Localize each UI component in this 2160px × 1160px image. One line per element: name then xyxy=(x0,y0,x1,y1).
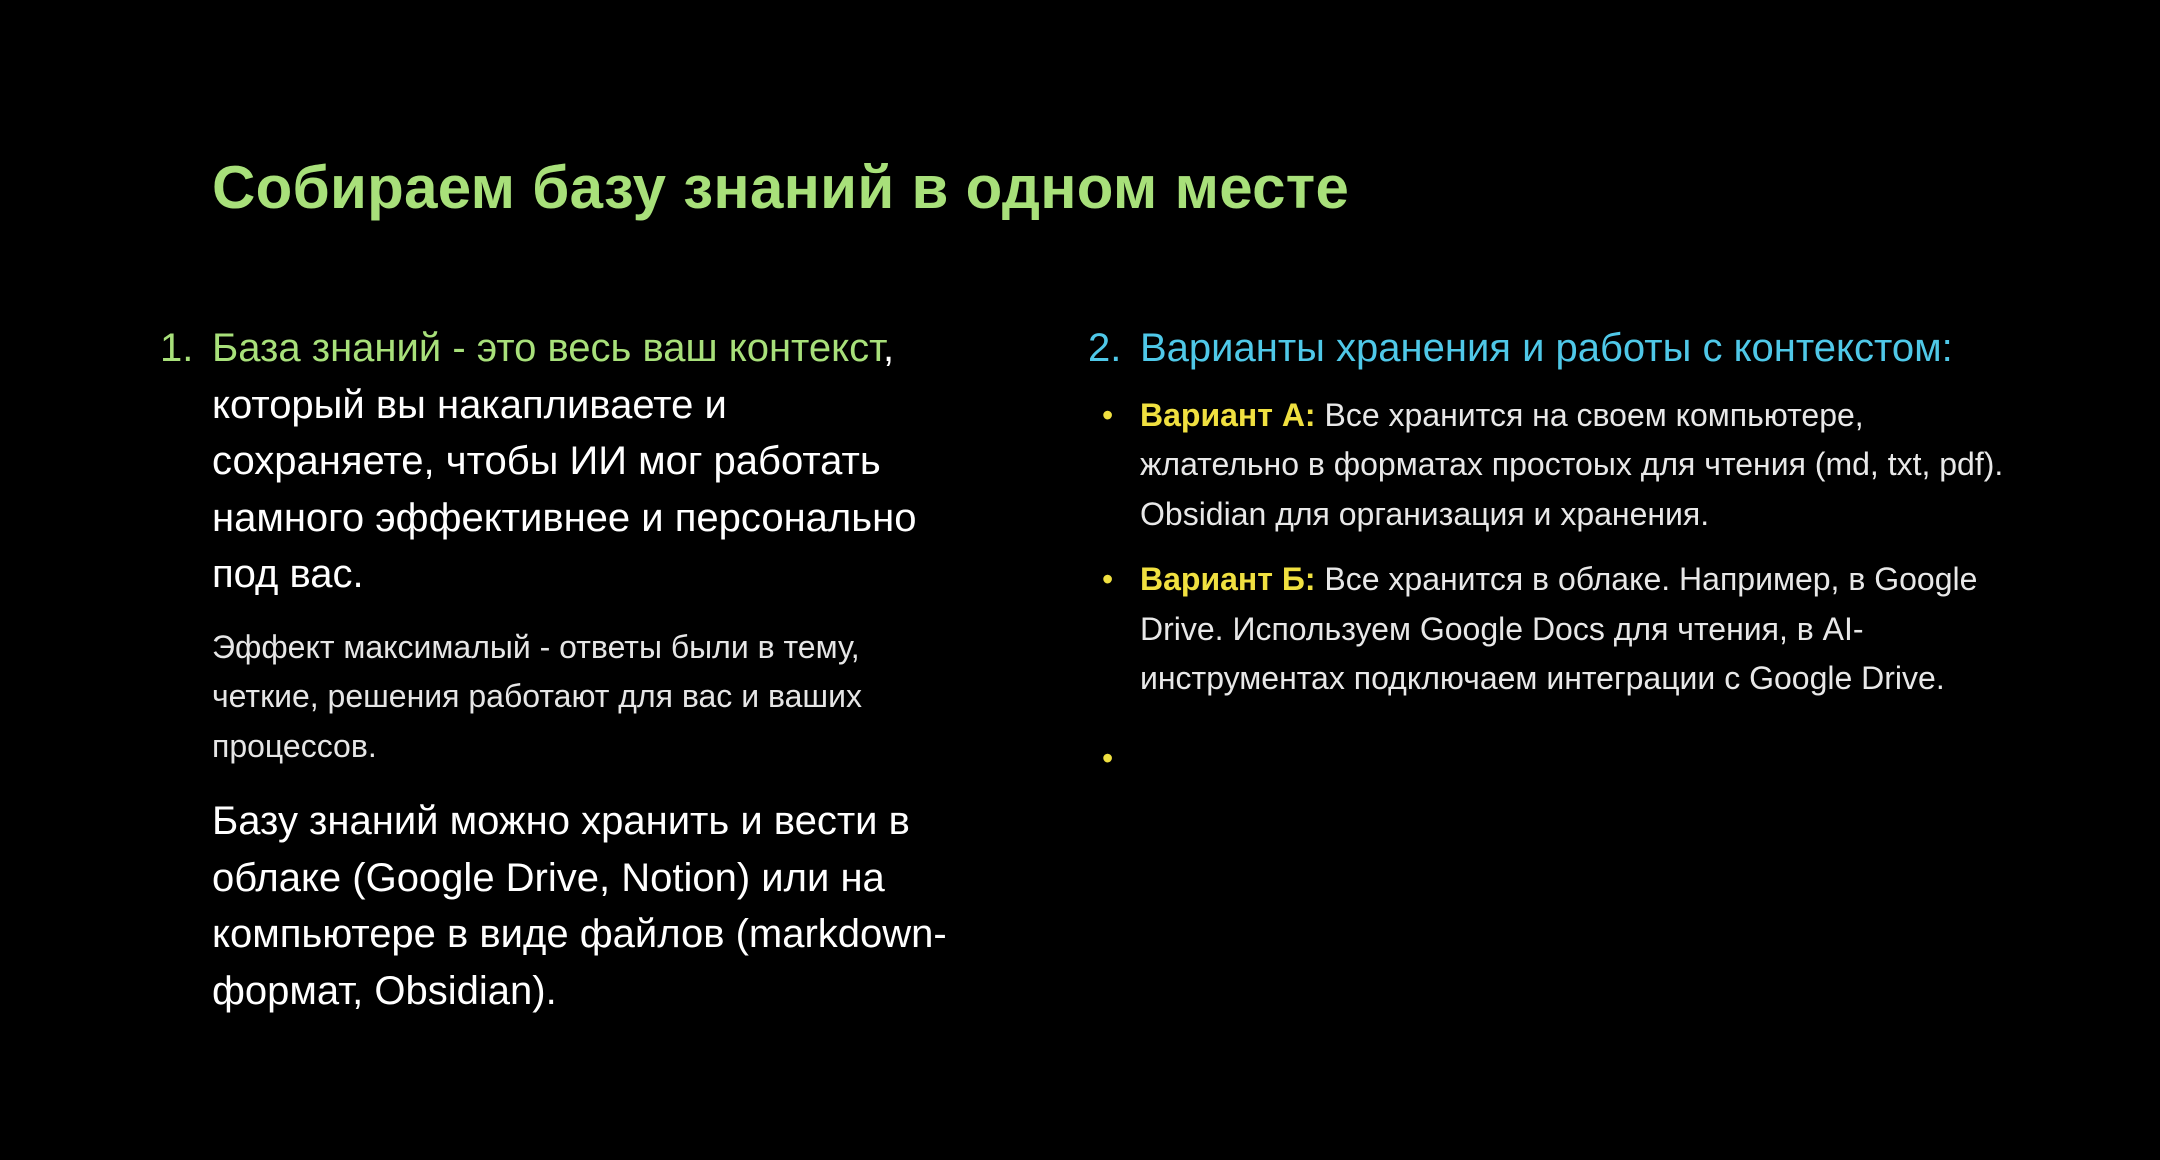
option-a-description: Все хранится на своем компьютере, жлательно в форматах простоых для чтения (md, txt, pdf). Obsidian для организация и хранения. xyxy=(1140,396,2004,532)
option-b-description: Все хранится в облаке. Например, в Google Drive. Используем Google Docs для чтения, в AI-инструментах подключаем интеграции с Google Drive. xyxy=(1140,561,1978,696)
left-point xyxy=(160,320,950,603)
option-item-empty xyxy=(1088,734,2018,784)
option-item-b xyxy=(1088,555,2018,704)
left-column xyxy=(160,320,950,1019)
left-point-number: 1. xyxy=(160,326,194,370)
left-point-body xyxy=(212,623,950,1020)
storage-paragraph: Базу знаний можно хранить и вести в облаке (Google Drive, Notion) или на компьютере в виде файлов (markdown-формат, Obsidian). xyxy=(212,799,947,1013)
right-point xyxy=(1088,320,2018,377)
bullet-icon: • xyxy=(1102,396,1114,433)
option-item-a xyxy=(1088,391,2018,540)
bullet-icon: • xyxy=(1102,739,1114,776)
option-b-label: Вариант Б: xyxy=(1140,561,1316,597)
right-point-heading: Варианты хранения и работы с контекстом: xyxy=(1140,326,1953,370)
option-b-text xyxy=(1140,555,2018,704)
right-column xyxy=(1088,320,2018,799)
bullet-icon: • xyxy=(1102,561,1114,597)
option-a-text xyxy=(1140,391,2018,540)
left-heading-highlight: База знаний - это весь ваш контекст xyxy=(212,326,883,370)
left-point-heading xyxy=(212,320,950,603)
left-heading-rest: , который вы накапливаете и сохраняете, чтобы ИИ мог работать намного эффективнее и персонально под вас. xyxy=(212,326,917,596)
option-a-label: Вариант А: xyxy=(1140,396,1316,433)
right-point-number: 2. xyxy=(1088,326,1122,370)
slide-title: Собираем базу знаний в одном месте xyxy=(212,154,1350,221)
effect-note: Эффект максималый - ответы были в тему, четкие, решения работают для вас и ваших процессов. xyxy=(212,628,862,764)
options-list xyxy=(1088,391,2018,784)
